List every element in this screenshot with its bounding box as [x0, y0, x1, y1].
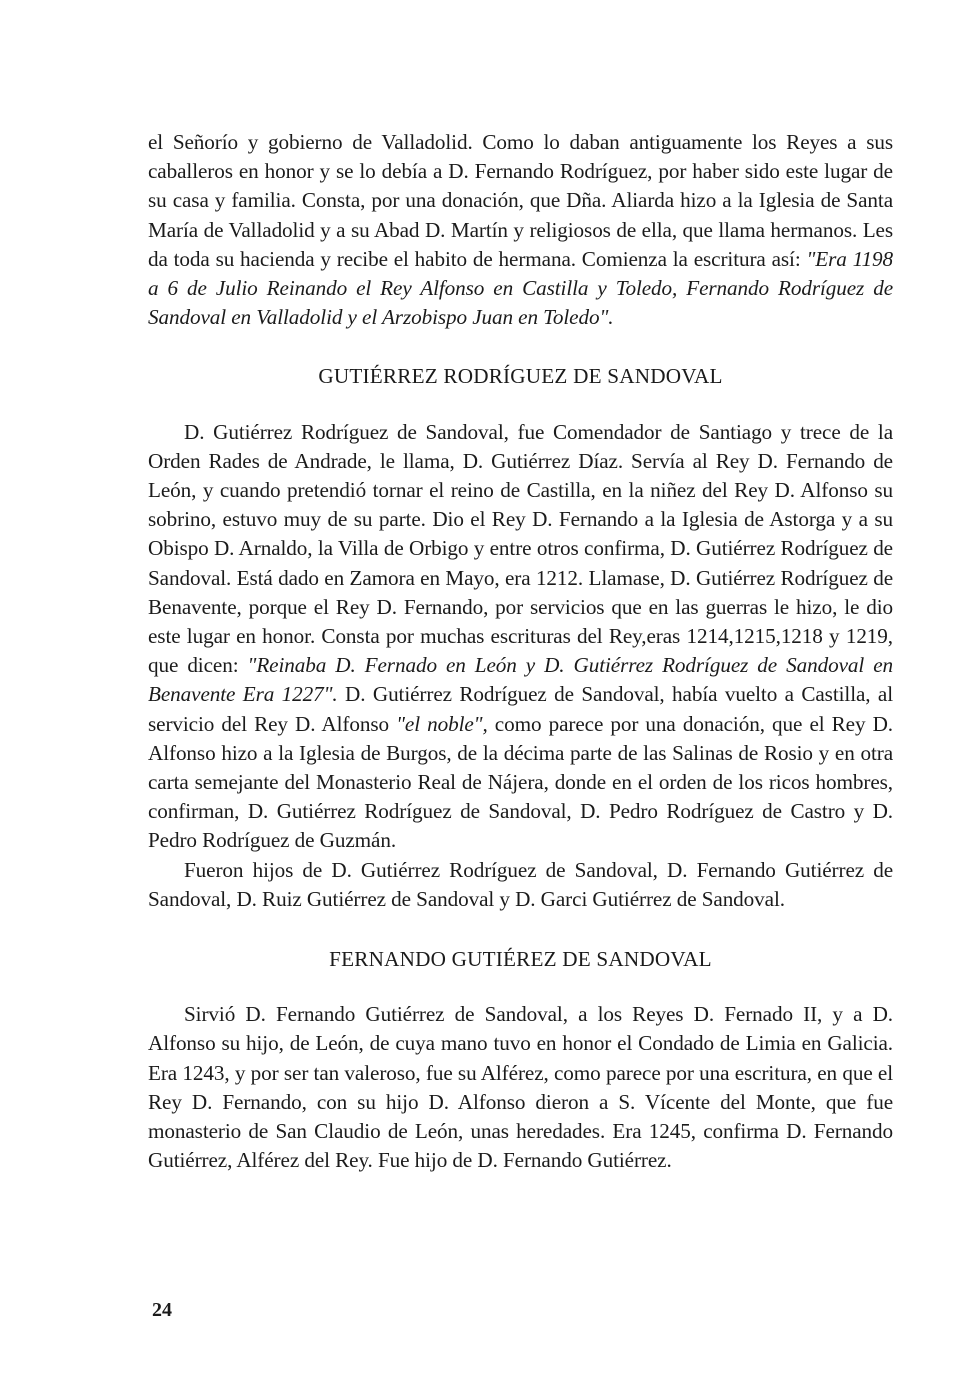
document-body — [148, 128, 893, 1176]
paragraph-children — [148, 856, 893, 914]
paragraph-gutierrez — [148, 418, 893, 856]
paragraph-fernando-text: Sirvió D. Fernando Gutiérrez de Sandoval, a los Reyes D. Fernado II, y a D. Alfonso su hijo, de León, de cuya mano tuvo en honor el Condado de Limia en Galicia. Era 1243, y por ser tan valeroso, fue su Alférez, como parece por una escritura, en que el Rey D. Fernando, con su hijo D. Alfonso dieron a S. Vícente del Monte, que fue monasterio de San Claudio de León, unas heredades. Era 1245, confirma D. Fernando Gutiérrez, Alférez del Rey. Fue hijo de D. Fernando Gutiérrez. — [148, 1002, 893, 1173]
paragraph-gutierrez-text-3: como parece por una donación, que el Rey D. Alfonso hizo a la Iglesia de Burgos, de la décima parte de las Salinas de Rosio y en otra carta semejante del Monasterio Real de Nájera, donde en el orden de los ricos hombres, confirman, D. Gutiérrez Rodríguez de Sandoval, D. Pedro Rodríguez de Castro y D. Pedro Rodríguez de Guzmán. — [148, 711, 894, 853]
paragraph-intro — [148, 128, 893, 332]
paragraph-intro-text: el Señorío y gobierno de Valladolid. Como lo daban antiguamente los Reyes a sus caballeros en honor y se lo debía a D. Fernando Rodríguez, por haber sido este lugar de su casa y familia. Consta, por una donación, que Dña. Aliarda hizo a la Iglesia de Santa María de Valladolid y a su Abad D. Martín y religiosos de ella, que llama hermanos. Les da toda su hacienda y recibe el habito de hermana. Comienza la escritura así: — [148, 130, 893, 271]
section-heading-fernando: FERNANDO GUTIÉREZ DE SANDOVAL — [329, 947, 712, 972]
section-heading-gutierrez: GUTIÉRREZ RODRÍGUEZ DE SANDOVAL — [318, 364, 723, 389]
paragraph-gutierrez-text-1: D. Gutiérrez Rodríguez de Sandoval, fue Comendador de Santiago y trece de la Orden Rades de Andrade, le llama, D. Gutiérrez Díaz. Servía al Rey D. Fernando de León, y cuando pretendió tornar el reino de Castilla, en la niñez del Rey D. Alfonso su sobrino, estuvo muy de su parte. Dio el Rey D. Fernando a la Iglesia de Astorga y a su Obispo D. Arnaldo, la Villa de Orbigo y entre otros confirma, D. Gutiérrez Rodríguez de Sandoval. Está dado en Zamora en Mayo, era 1212. Llamase, D. Gutiérrez Rodríguez de Benavente, porque el Rey D. Fernando, por servicios que en las guerras le hizo, le dio este lugar en honor. Consta por muchas escrituras del Rey,eras 1214,1215,1218 y 1219, que dicen: — [148, 419, 893, 678]
paragraph-gutierrez-quote-1: "Reinaba D. Fernado en León y D. Gutiérrez Rodríguez de Sandoval en Benavente Era 1227". — [148, 653, 893, 707]
paragraph-gutierrez-quote-2: "el noble", — [396, 711, 488, 736]
paragraph-gutierrez-text-2: D. Gutiérrez Rodríguez de Sandoval, había vuelto a Castilla, al servicio del Rey D. Alfonso — [148, 682, 893, 736]
paragraph-children-text: Fueron hijos de D. Gutiérrez Rodríguez de Sandoval, D. Fernando Gutiérrez de Sandoval, D. Ruiz Gutiérrez de Sandoval y D. Garci Gutiérrez de Sandoval. — [148, 857, 893, 911]
paragraph-intro-quote: "Era 1198 a 6 de Julio Reinando el Rey Alfonso en Castilla y Toledo, Fernando Rodríguez de Sandoval en Valladolid y el Arzobispo Juan en Toledo". — [148, 246, 893, 330]
page-number: 24 — [152, 1299, 172, 1321]
paragraph-fernando — [148, 1000, 893, 1175]
